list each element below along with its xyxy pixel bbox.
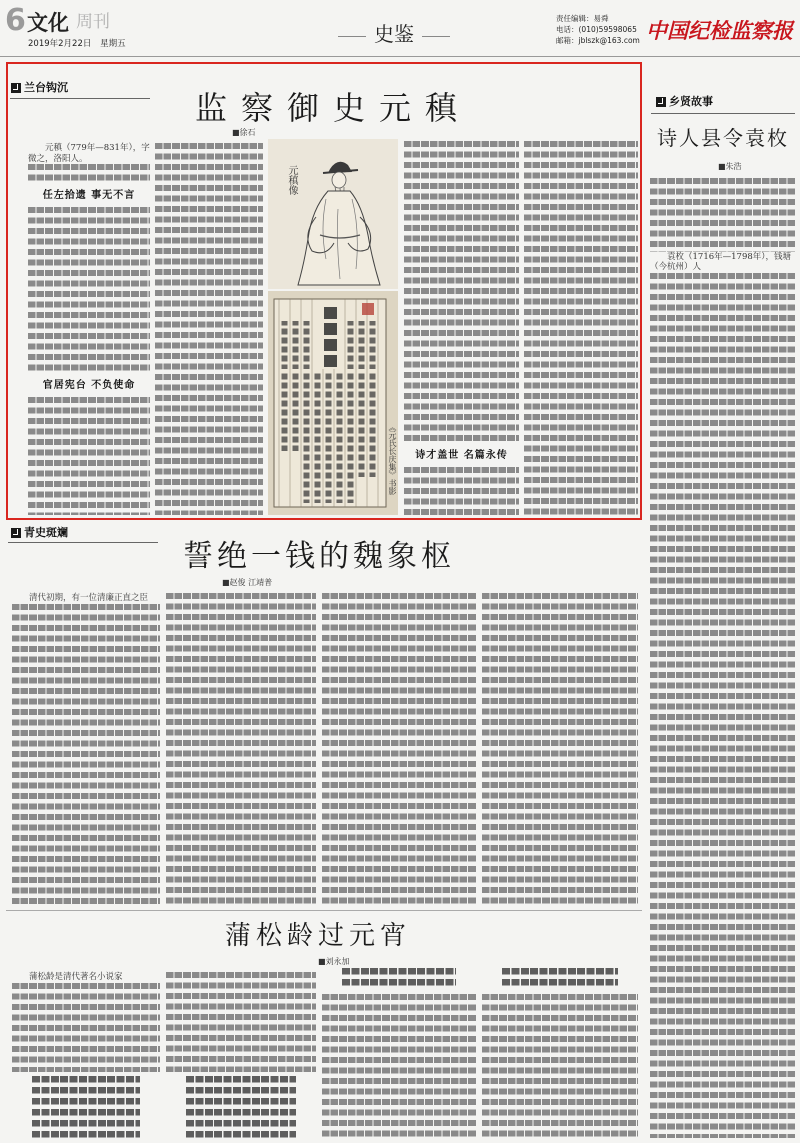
body-text-block <box>482 994 638 1138</box>
header-rule <box>0 56 800 57</box>
masthead-logo: 中国纪检监察报 <box>646 18 793 43</box>
article-column <box>166 972 316 1138</box>
section-name: 文化 <box>27 10 69 35</box>
article-title: 蒲松龄过元宵 <box>225 921 412 951</box>
edition-name: 周刊 <box>76 12 110 32</box>
article-column <box>166 593 316 905</box>
square-icon <box>11 83 21 93</box>
portrait-caption: 元稹像 <box>286 165 297 195</box>
subheading: 官居宪台 不负使命 <box>42 380 136 391</box>
body-text-block <box>404 141 519 445</box>
column-label-qingshi <box>11 527 68 539</box>
article-byline: ■朱浩 <box>718 162 742 171</box>
body-text-block <box>524 141 638 515</box>
body-text-block <box>28 207 150 375</box>
portrait-illustration <box>268 139 398 289</box>
column-label-lantai <box>11 82 68 94</box>
portrait-drawing <box>268 139 398 289</box>
article-column <box>482 593 638 905</box>
poem-text-block <box>482 968 638 990</box>
article-column <box>322 593 476 905</box>
column-label-text: 青史斑斓 <box>24 526 68 539</box>
body-text-block <box>404 467 519 515</box>
body-text-block <box>28 397 150 515</box>
book-page-image <box>268 291 398 515</box>
book-page-drawing <box>268 291 398 515</box>
column-title-ornament-left <box>338 36 366 37</box>
body-text-block <box>12 604 160 906</box>
editor-name: 责任编辑：易舜 <box>556 14 609 23</box>
body-text-block <box>166 593 316 905</box>
column-label-xiangxian <box>656 96 713 108</box>
article-lead: 蒲松龄是清代著名小说家 <box>29 972 123 982</box>
poem-text-block <box>166 1076 316 1138</box>
column-title: 史鉴 <box>374 22 414 46</box>
issue-weekday: 星期五 <box>100 39 126 49</box>
body-text-block <box>166 972 316 1072</box>
article-byline: ■赵俊 江靖普 <box>222 578 273 587</box>
editor-phone: 电话：(010)59598065 <box>556 25 637 34</box>
article-column <box>650 178 795 1138</box>
article-byline: ■刘永加 <box>318 957 350 966</box>
subheading: 任左拾遗 事无不言 <box>42 190 136 201</box>
article-byline: ■徐石 <box>232 128 256 137</box>
body-text-block <box>650 178 795 252</box>
article-column <box>155 143 263 515</box>
issue-date: 2019年2月22日 <box>28 39 92 49</box>
article-column <box>28 143 150 515</box>
book-caption: 《元氏长庆集》书影 <box>388 423 397 495</box>
article-column <box>524 141 638 515</box>
article-column <box>404 141 519 515</box>
issue-date-line <box>28 40 126 49</box>
editor-info <box>556 13 640 46</box>
square-icon <box>656 97 666 107</box>
column-title-ornament-right <box>422 36 450 37</box>
body-text-block <box>155 143 263 515</box>
label-underline <box>8 542 158 543</box>
label-underline <box>651 113 795 114</box>
body-text-block <box>322 593 476 905</box>
subheading: 诗才盖世 名篇永传 <box>415 450 508 461</box>
body-text-block <box>322 994 476 1138</box>
column-label-text: 兰台钩沉 <box>24 81 68 94</box>
page-number: 6 <box>5 3 26 38</box>
article-title: 诗人县令袁枚 <box>657 126 789 150</box>
article-lead: 袁枚（1716年—1798年），钱塘（今杭州）人 <box>650 251 792 272</box>
article-title: 监察御史元稹 <box>195 89 472 127</box>
body-text-block <box>482 593 638 905</box>
square-icon <box>11 528 21 538</box>
body-text-block <box>650 273 795 1139</box>
poem-text-block <box>322 968 476 990</box>
article-column <box>12 972 160 1138</box>
article-lead: 清代初期，有一位清廉正直之臣 <box>29 593 149 603</box>
article-lead: 元稹（779年—831年），字微之，洛阳人。 <box>28 143 150 164</box>
article-title: 誓绝一钱的魏象枢 <box>183 539 455 574</box>
column-label-text: 乡贤故事 <box>669 95 713 108</box>
poem-text-block <box>12 1076 160 1138</box>
article-column <box>322 968 476 1138</box>
article-column <box>12 593 160 905</box>
article-column <box>482 968 638 1138</box>
label-underline <box>10 98 150 99</box>
body-text-block <box>28 164 150 185</box>
body-text-block <box>12 983 160 1073</box>
editor-email: 邮箱：jblszk@163.com <box>556 36 640 45</box>
article-divider <box>6 910 642 911</box>
